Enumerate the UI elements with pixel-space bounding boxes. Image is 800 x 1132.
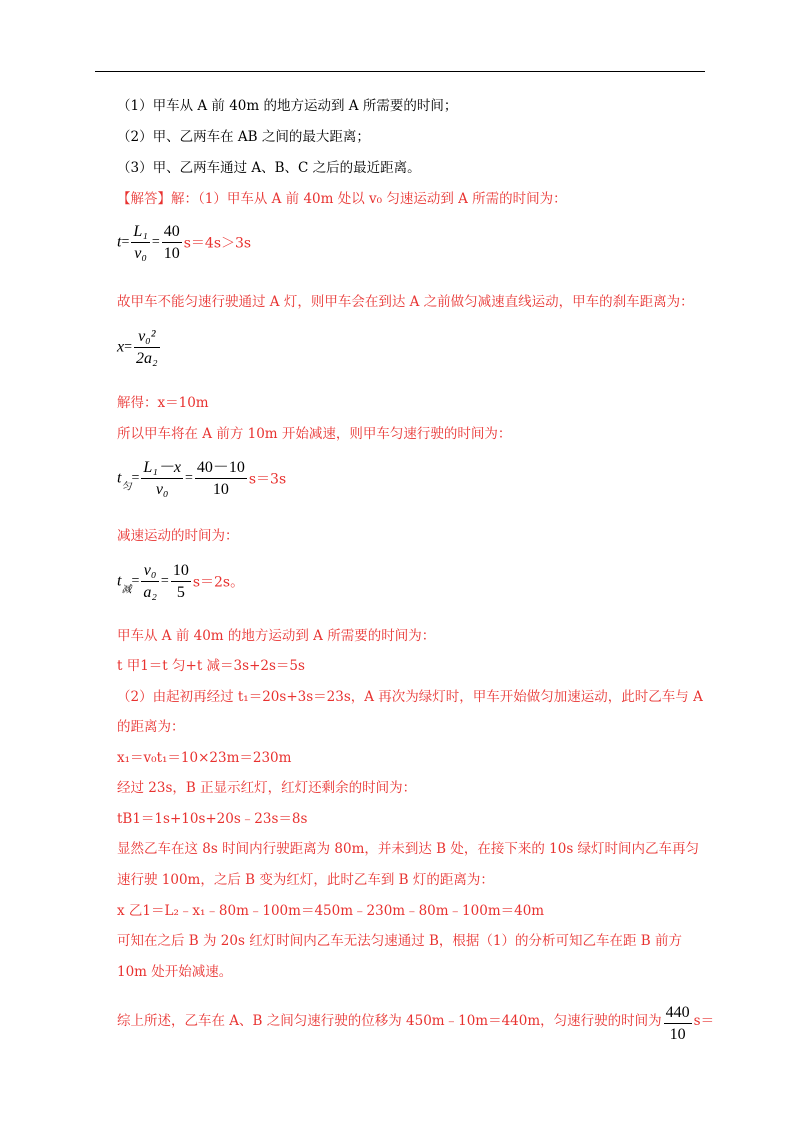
paragraph-3: 解得：x＝10m [117,395,209,411]
formula-4-lhs-sub: 减 [121,584,132,596]
paragraph-18-text: 综上所述，乙车在 A、B 之间匀速行驶的位移为 450m﹣10m＝440m，匀速行驶的时间为 [117,1013,662,1029]
formula-1: t= $\frac{\text{L₁}}{\text{v₀}}$ = $\frac{40}{10}$ s＝4s＞3s [117,223,252,262]
formula-4-lhs: t [117,572,122,590]
question-1: （1）甲车从 A 前 40m 的地方运动到 A 所需要的时间； [117,98,458,114]
formula-4-den2: 5 [176,584,185,601]
formula-5-num: 440 [664,1003,692,1024]
paragraph-5: 减速运动的时间为： [117,528,239,544]
formula-2-num: v₀² [138,328,156,345]
formula-4-result: s＝2s。 [192,574,245,591]
answer-tag: 【解答】 [117,191,171,207]
answer-intro: 解：（1）甲车从 A 前 40m 处以 v₀ 匀速运动到 A 所需的时间为： [171,191,567,207]
paragraph-4: 所以甲车将在 A 前方 10m 开始减速，则甲车匀速行驶的时间为： [117,426,512,442]
paragraph-10: x₁＝v₀t₁＝10×23m＝230m [117,750,292,766]
formula-2-den: 2a₂ [136,350,158,367]
formula-3-lhs-sub: 匀 [121,481,132,493]
paragraph-8: （2）由起初再经过 t₁＝20s+3s＝23s，A 再次为绿灯时，甲车开始做匀加速运动，此时乙车与 A [117,689,703,705]
formula-2-lhs: x [117,338,125,356]
formula-3-lhs: t [117,469,122,487]
paragraph-13: 显然乙车在这 8s 时间内行驶距离为 80m，并未到达 B 处，在接下来的 10s 绿灯时间内乙车再匀 [117,841,700,857]
paragraph-16: 可知在之后 B 为 20s 红灯时间内乙车无法匀速通过 B，根据（1）的分析可知乙车在距 B 前方 [117,933,682,949]
formula-1-lhs: t [117,233,122,251]
paragraph-6: 甲车从 A 前 40m 的地方运动到 A 所需要的时间为： [117,628,436,644]
formula-5-den: 10 [669,1026,686,1043]
paragraph-9: 的距离为： [117,719,185,735]
formula-4: $t_减=$ $\frac{\text{v₀}}{\text{a₂}}$ = $\frac{10}{5}$ s＝2s。 [117,562,245,601]
formula-3-den2: 10 [212,481,229,498]
formula-1-den1: v₀ [134,245,147,262]
header-rule [95,71,705,72]
formula-1-num2: 40 [162,222,182,243]
formula-5-result: s＝ [693,1013,715,1029]
formula-3: $t_匀=$ $\frac{\text{L₁－x}}{\text{v₀}}$ = $\frac{40-10}{10}$ s＝3s [117,459,287,498]
formula-4-num1: v₀ [143,562,157,579]
formula-3-den1: v₀ [155,481,169,498]
formula-3-result: s＝3s [248,471,287,488]
paragraph-15: x 乙1＝L₂﹣x₁﹣80m﹣100m＝450m﹣230m﹣80m﹣100m＝40m [117,903,545,919]
question-3: （3）甲、乙两车通过 A、B、C 之后的最近距离。 [117,160,421,176]
paragraph-12: tB1＝1s+10s+20s﹣23s＝8s [117,811,308,827]
formula-1-den2: 10 [163,245,180,262]
paragraph-18 [117,1003,714,1044]
formula-3-num2: 40－10 [195,458,247,479]
answer-intro-line [117,190,567,208]
paragraph-14: 速行驶 100m，之后 B 变为红灯，此时乙车到 B 灯的距离为： [117,872,494,888]
formula-4-num2: 10 [171,561,191,582]
formula-1-result: s＝4s＞3s [183,235,252,252]
formula-3-num1: L₁－x [143,459,181,476]
paragraph-17: 10m 处开始减速。 [117,964,233,980]
question-2: （2）甲、乙两车在 AB 之间的最大距离； [117,129,370,145]
paragraph-7: t 甲1＝t 匀+t 减＝3s+2s＝5s [117,658,305,674]
formula-4-den1: a₂ [143,584,157,601]
formula-2: x= $\frac{\text{v₀²}}{\text{2a₂}}$ [117,328,158,367]
paragraph-11: 经过 23s，B 正显示红灯，红灯还剩余的时间为： [117,780,417,796]
paragraph-2: 故甲车不能匀速行驶通过 A 灯，则甲车会在到达 A 之前做匀减速直线运动，甲车的刹车距离为： [117,294,694,310]
formula-1-num1: L₁ [133,223,148,240]
